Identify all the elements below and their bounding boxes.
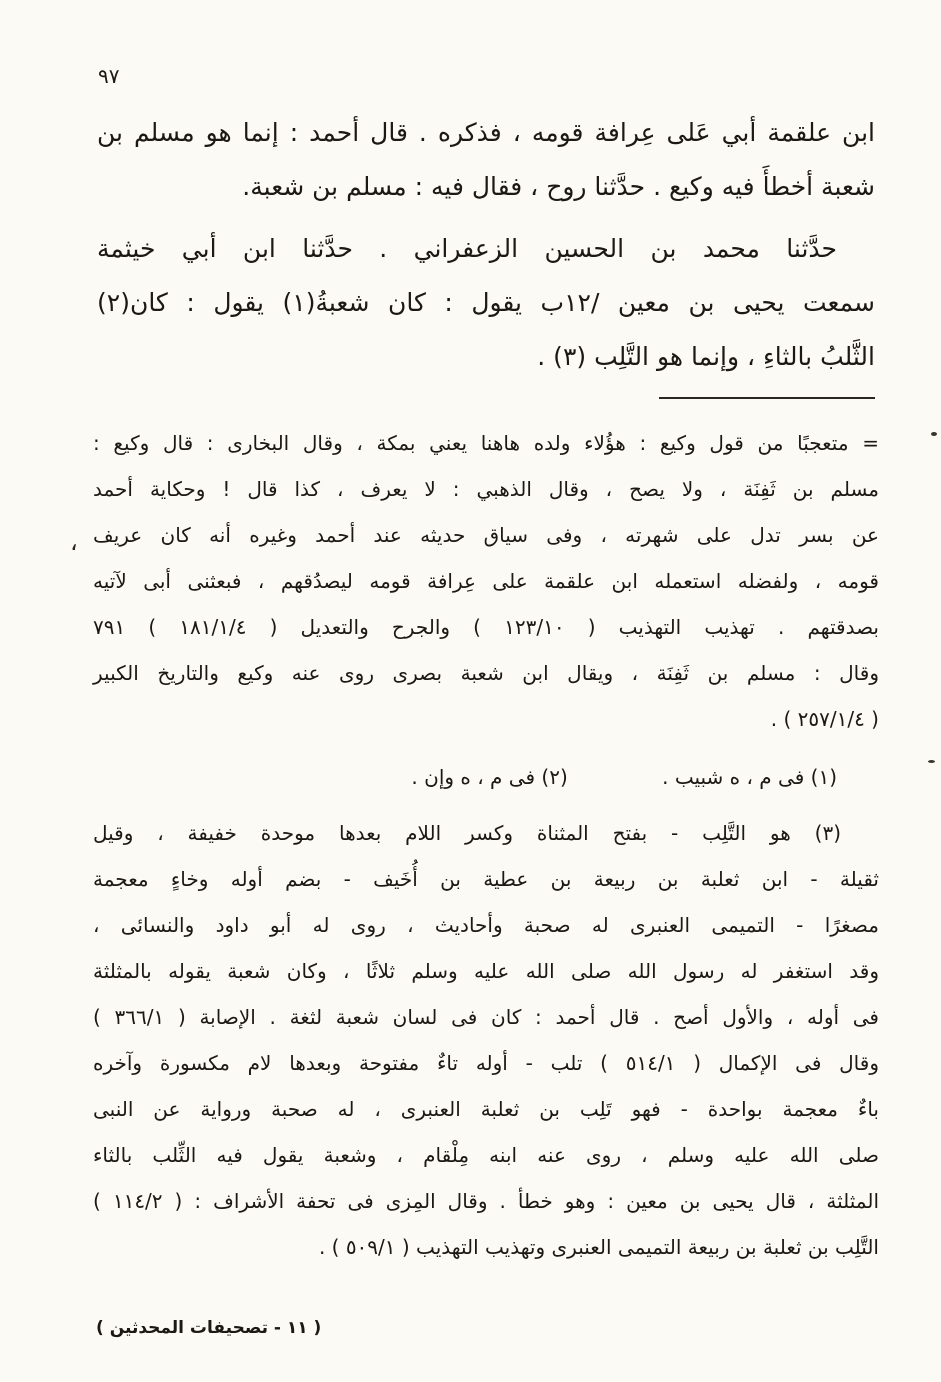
book-title-footer: ( ١١ - تصحيفات المحدثين ) xyxy=(96,1318,322,1338)
main-text-line: حدَّثنا محمد بن الحسين الزعفراني . حدَّثنا ابن أبي خيثمة xyxy=(97,234,837,263)
footnote-line: وقد استغفر له رسول الله صلى الله عليه وسلم ثلاثًا ، وكان شعبة يقوله بالمثلثة xyxy=(93,959,879,983)
footnotes-block xyxy=(93,420,879,1270)
footnote-line: مسلم بن ثَفِنَة ، ولا يصح ، وقال الذهبي : لا يعرف ، كذا قال ! وحكاية أحمد xyxy=(93,477,879,501)
footnote-line: قومه ، ولفضله استعمله ابن علقمة على عِرافة قومه ليصدُقهم ، فبعثنى أبى لآتيه xyxy=(93,569,879,593)
main-text-line: ابن علقمة أبي عَلى عِرافة قومه ، فذكره . قال أحمد : إنما هو مسلم بن xyxy=(97,118,875,147)
footnote-1: (١) فى م ، ه شبيب . xyxy=(662,765,837,789)
footnote-line: وقال فى الإكمال ( ٥١٤/١ ) تلب - أوله تاءٌ مفتوحة وبعدها لام مكسورة وآخره xyxy=(93,1051,879,1075)
main-text-line: الثَّلبُ بالثاءِ ، وإنما هو التَّلِب (٣) . xyxy=(537,342,875,371)
scan-artifact xyxy=(931,432,937,436)
footnote-separator xyxy=(659,397,875,399)
footnote-line: بصدقتهم . تهذيب التهذيب ( ١٢٣/١٠ ) والجرح والتعديل ( ١٨١/١/٤ ) ٧٩١ xyxy=(93,615,879,639)
main-text-line: شعبة أخطأَ فيه وكيع . حدَّثنا روح ، فقال فيه : مسلم بن شعبة. xyxy=(242,172,875,201)
main-text-line: سمعت يحيى بن معين /١٢ب يقول : كان شعبةُ(١) يقول : كان(٢) xyxy=(97,288,875,317)
footnote-2: (٢) فى م ، ه وإن . xyxy=(411,765,568,789)
footnote-line: مصغرًا - التميمى العنبرى له صحبة وأحاديث ، روى له أبو داود والنسائى ، xyxy=(93,913,879,937)
footnote-line: المثلثة ، قال يحيى بن معين : وهو خطأ . وقال المِزى فى تحفة الأشراف : ( ١١٤/٢ ) xyxy=(93,1189,880,1213)
footnote-1-2-row xyxy=(93,754,879,800)
footnote-line: صلى الله عليه وسلم ، روى عنه ابنه مِلْقام ، وشعبة يقول فيه الثِّلب بالثاء xyxy=(93,1143,879,1167)
scan-artifact xyxy=(928,760,935,763)
footnote-line: = متعجبًا من قول وكيع : هؤُلاء ولده هاهنا يعني بمكة ، وقال البخارى : قال وكيع : xyxy=(93,431,879,455)
footnote-line: وقال : مسلم بن ثَفِنَة ، ويقال ابن شعبة بصرى روى عنه وكيع والتاريخ الكبير xyxy=(93,661,879,685)
footnote-line: ( ٢٥٧/١/٤ ) . xyxy=(770,707,879,731)
main-text-block xyxy=(97,106,875,384)
footnote-continuation xyxy=(93,420,879,742)
footnote-line: التَّلِب بن ثعلبة بن ربيعة التميمى العنبرى وتهذيب التهذيب ( ٥٠٩/١ ) . xyxy=(318,1235,879,1259)
footnote-line: (٣) هو التَّلِب - بفتح المثناة وكسر اللام بعدها موحدة خفيفة ، وقيل xyxy=(93,821,841,845)
margin-mark: ، xyxy=(70,528,78,556)
footnote-line: عن بسر تدل على شهرته ، وفى سياق حديثه عند أحمد وغيره أنه كان عريف xyxy=(93,523,879,547)
page-number: ٩٧ xyxy=(98,64,120,88)
footnote-3 xyxy=(93,810,879,1270)
footnote-line: فى أوله ، والأول أصح . قال أحمد : كان فى لسان شعبة لثغة . الإصابة ( ٣٦٦/١ ) xyxy=(93,1005,879,1029)
footnote-line: باءٌ معجمة بواحدة - فهو تَلِب بن ثعلبة العنبرى ، له صحبة ورواية عن النبى xyxy=(93,1097,879,1121)
footnote-line: ثقيلة - ابن ثعلبة بن ربيعة بن عطية بن أُخَيف - بضم أوله وخاءٍ معجمة xyxy=(93,867,879,891)
